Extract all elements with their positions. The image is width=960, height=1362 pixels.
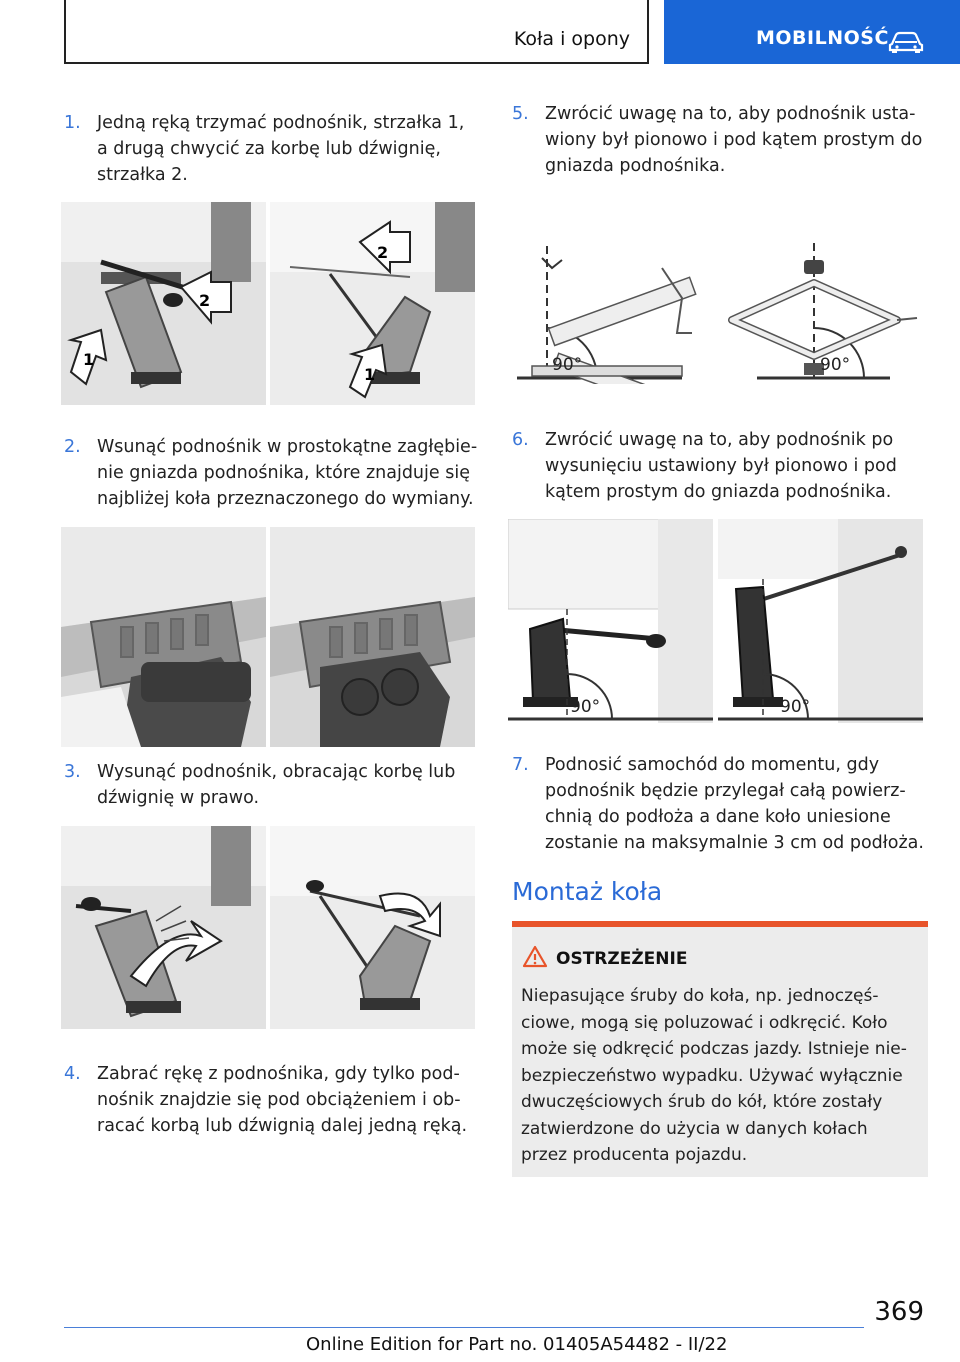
angle-label: 90°: [552, 355, 583, 375]
arrow-label: 1: [83, 350, 95, 369]
figure-jack-angle-diagram: [512, 238, 928, 384]
arrow-label: 2: [377, 243, 389, 262]
step-line: Zwrócić uwagę na to, aby podnośnik usta‐: [545, 104, 916, 124]
warning-line: dwuczęściowych śrub do kół, które zostały: [521, 1092, 883, 1112]
step-line: wiony był pionowo i pod kątem prostym do: [545, 130, 923, 150]
warning-body: [521, 983, 921, 1169]
step-line: strzałka 2.: [97, 165, 188, 185]
step-line: Zabrać rękę z podnośnika, gdy tylko pod‐: [97, 1064, 460, 1084]
car-icon: [886, 30, 926, 54]
warning-box: [512, 921, 928, 1177]
warning-title: OSTRZEŻENIE: [556, 949, 688, 969]
warning-line: zatwierdzone do użycia w danych kołach: [521, 1118, 868, 1139]
step-line: a drugą chwycić za korbę lub dźwignię,: [97, 139, 441, 159]
step-line: Wysunąć podnośnik, obracając korbę lub: [97, 762, 456, 782]
step-number: 2.: [64, 437, 81, 457]
warning-line: może się odkręcić podczas jazdy. Istnieje nie‐: [521, 1039, 907, 1059]
step-line: racać korbą lub dźwignią dalej jedną ręką.: [97, 1116, 468, 1136]
angle-label: 90°: [820, 355, 851, 375]
warning-line: bezpieczeństwo wypadku. Używać wyłącznie: [521, 1065, 903, 1086]
step-line: zostanie na maksymalnie 3 cm od podłoża.: [545, 833, 924, 853]
figure-jack-crank-right: [270, 826, 475, 1029]
step-line: Zwrócić uwagę na to, aby podnośnik po: [545, 430, 894, 450]
page-number: 369: [874, 1297, 924, 1327]
warning-line: Niepasujące śruby do koła, np. jednoczęś‐: [521, 986, 879, 1006]
step-line: Jedną ręką trzymać podnośnik, strzałka 1,: [97, 113, 465, 133]
warning-line: przez producenta pojazdu.: [521, 1145, 748, 1165]
figure-jack-socket-right: [270, 527, 475, 747]
footer-divider: [64, 1327, 864, 1328]
figure-jack-socket-left: [61, 527, 266, 747]
step-number: 6.: [512, 430, 529, 450]
warning-line: ciowe, mogą się poluzować i odkręcić. Koło: [521, 1012, 888, 1033]
figure-jack-extended-left: [508, 519, 713, 723]
step-number: 4.: [64, 1064, 81, 1084]
step-line: Wsunąć podnośnik w prostokątne zagłębie‐: [97, 437, 478, 457]
step-number: 5.: [512, 104, 529, 124]
angle-label: 90°: [780, 697, 811, 717]
step-number: 1.: [64, 113, 81, 133]
section-heading: Montaż koła: [512, 877, 663, 906]
chapter-tab: [664, 0, 960, 64]
step-line: Podnosić samochód do momentu, gdy: [545, 755, 880, 775]
warning-stripe: [512, 921, 928, 927]
warning-triangle-icon: [522, 945, 548, 969]
step-line: nośnik znajdzie się pod obciążeniem i ob‐: [97, 1090, 461, 1110]
step-line: chnią do podłoża a dane koło uniesione: [545, 807, 891, 827]
section-title: Koła i opony: [513, 28, 630, 50]
arrow-label: 2: [199, 291, 211, 310]
step-number: 7.: [512, 755, 529, 775]
figure-jack-hold-left: [61, 202, 266, 405]
step-line: najbliżej koła przeznaczonego do wymiany.: [97, 489, 474, 509]
figure-jack-hold-right: [270, 202, 475, 405]
footer-edition: Online Edition for Part no. 01405A54482 - II/22: [306, 1334, 728, 1355]
step-line: dźwignię w prawo.: [97, 788, 260, 808]
angle-label: 90°: [570, 697, 601, 717]
step-line: wysunięciu ustawiony był pionowo i pod: [545, 456, 897, 476]
step-number: 3.: [64, 762, 81, 782]
chapter-label: MOBILNOŚĆ: [756, 27, 889, 49]
figure-jack-extended-right: [718, 519, 923, 723]
step-line: gniazda podnośnika.: [545, 156, 726, 176]
arrow-label: 1: [364, 365, 376, 384]
step-line: podnośnik będzie przylegał całą powierz‐: [545, 781, 906, 801]
step-line: kątem prostym do gniazda podnośnika.: [545, 482, 892, 502]
step-line: nie gniazda podnośnika, które znajduje się: [97, 463, 470, 483]
figure-jack-crank-left: [61, 826, 266, 1029]
